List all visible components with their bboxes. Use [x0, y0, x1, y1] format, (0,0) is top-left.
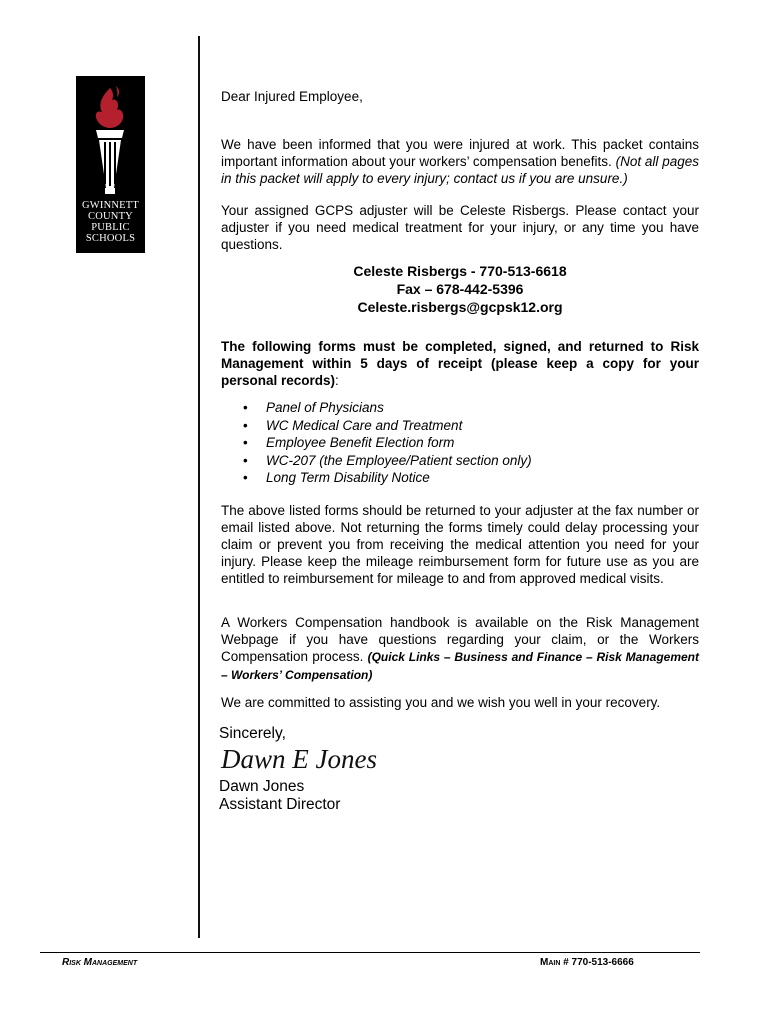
form-name: Panel of Physicians	[266, 400, 384, 415]
form-name: Long Term Disability Notice	[266, 470, 430, 485]
handbook-text: A Workers Compensation handbook is available on the Risk Management Webpage if you have questions regarding your claim, or the Workers Compensation process.	[221, 615, 699, 664]
list-item	[221, 434, 532, 452]
intro-paragraph	[221, 136, 699, 187]
bullet-icon: •	[243, 435, 248, 450]
signature-text: Dawn E Jones	[221, 744, 377, 774]
handbook-paragraph	[221, 614, 699, 684]
adjuster-contact	[221, 262, 699, 316]
logo-text	[76, 200, 145, 244]
torch-icon	[76, 76, 145, 200]
footer-department: Risk Management	[62, 957, 138, 968]
logo-line: SCHOOLS	[85, 233, 136, 244]
gcps-logo	[76, 76, 145, 253]
intro-note: (Not all pages in this packet will apply to every injury; contact us if you are unsure.)	[221, 154, 699, 186]
signer-block	[219, 778, 340, 814]
forms-intro-colon: :	[335, 373, 339, 388]
logo-line: GWINNETT	[82, 200, 139, 211]
list-item	[221, 452, 532, 470]
forms-intro-text: The following forms must be completed, signed, and returned to Risk Management within 5 days of receipt (please keep a copy for your personal records)	[221, 339, 699, 388]
forms-list	[221, 399, 532, 487]
list-item	[221, 469, 532, 487]
bullet-icon: •	[243, 452, 248, 468]
bullet-icon: •	[243, 400, 248, 415]
logo-line: PUBLIC	[91, 222, 130, 233]
signer-title: Assistant Director	[219, 796, 341, 813]
footer-rule	[40, 952, 700, 953]
form-name: Employee Benefit Election form	[266, 435, 455, 450]
list-item	[221, 417, 532, 435]
adjuster-paragraph: Your assigned GCPS adjuster will be Celeste Risbergs. Please contact your adjuster if you need medical treatment for your injury, or any time you have questions.	[221, 203, 699, 252]
form-name: WC-207 (the Employee/Patient section only)	[266, 452, 532, 468]
signer-name: Dawn Jones	[219, 778, 305, 795]
adjuster-fax: Fax – 678-442-5396	[396, 281, 524, 297]
bullet-icon: •	[243, 417, 248, 433]
return-instructions: The above listed forms should be returned to your adjuster at the fax number or email listed above. Not returning the forms timely could delay processing your claim or prevent you from receiving the medical attention you need for your injury. Please keep the mileage reimbursement form for future use as you are entitled to reimbursement for mileage to and from approved medical visits.	[221, 503, 699, 586]
greeting: Dear Injured Employee,	[221, 89, 363, 104]
quick-links-path: (Quick Links – Business and Finance – Risk Management – Workers’ Compensation)	[221, 650, 699, 682]
bullet-icon: •	[243, 470, 248, 485]
adjuster-email[interactable]: Celeste.risbergs@gcpsk12.org	[357, 299, 563, 315]
intro-text: We have been informed that you were injured at work. This packet contains important information about your workers’ compensation benefits.	[221, 137, 699, 169]
closing-wish: We are committed to assisting you and we wish you well in your recovery.	[221, 695, 661, 710]
closing: Sincerely,	[219, 725, 286, 742]
adjuster-name-phone: Celeste Risbergs - 770-513-6618	[353, 263, 567, 279]
forms-intro	[221, 338, 699, 389]
logo-line: COUNTY	[88, 211, 133, 222]
form-name: WC Medical Care and Treatment	[266, 417, 463, 433]
vertical-rule	[198, 36, 200, 938]
list-item	[221, 399, 532, 417]
signature-image	[219, 740, 379, 776]
footer-phone: Main # 770-513-6666	[540, 957, 634, 968]
